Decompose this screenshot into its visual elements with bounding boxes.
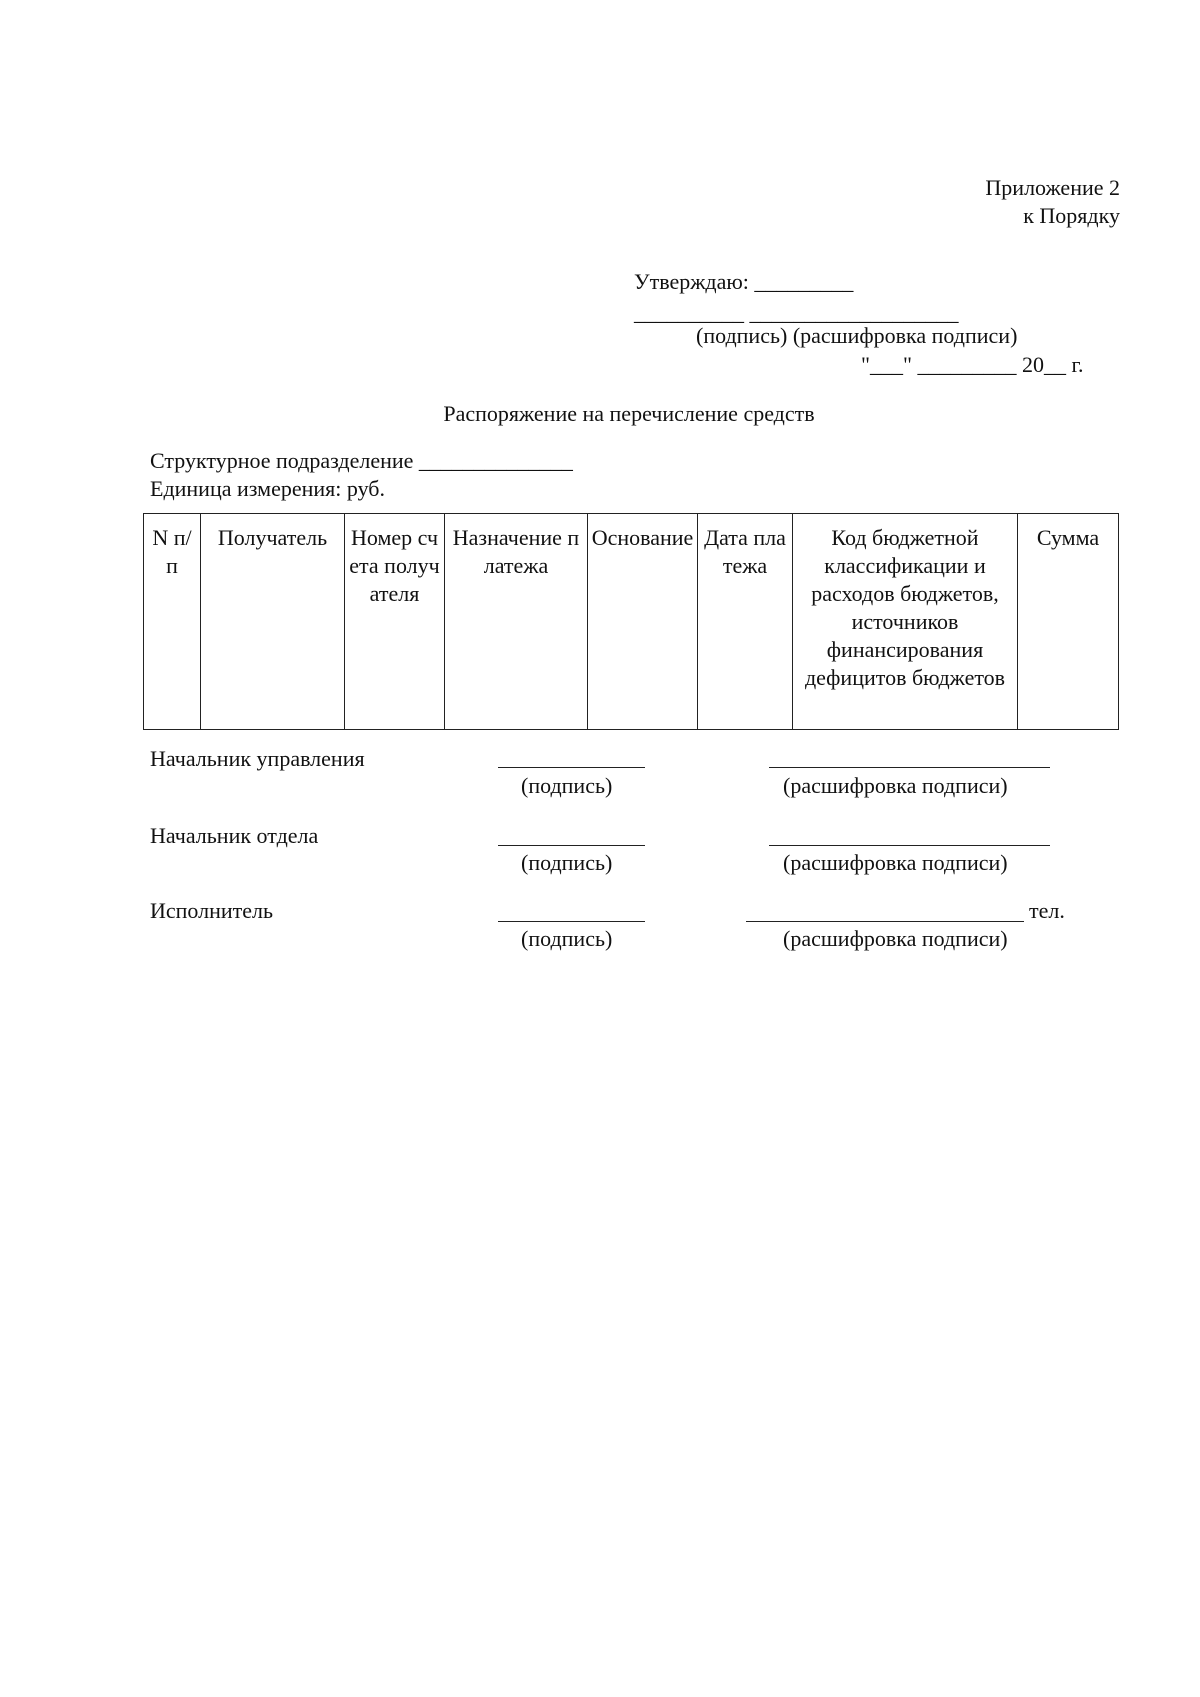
division-field: Структурное подразделение ______________ <box>150 448 573 473</box>
appendix-note <box>985 174 1120 230</box>
signature-line <box>498 845 645 846</box>
signatory-executor: Исполнитель <box>150 898 274 923</box>
payment-table <box>143 513 1119 730</box>
signature-caption: (подпись) <box>521 850 613 875</box>
table-header-row <box>144 514 1119 730</box>
signature-line <box>498 767 645 768</box>
unit-of-measure: Единица измерения: руб. <box>150 476 385 501</box>
approval-date: "___" _________ 20__ г. <box>861 352 1084 377</box>
document-title: Распоряжение на перечисление средств <box>443 401 815 426</box>
col-recipient: Получатель <box>201 514 345 730</box>
col-payment-purpose: Назначение платежа <box>445 514 588 730</box>
col-basis: Основание <box>588 514 698 730</box>
signatory-head-of-department: Начальник управления <box>150 746 365 771</box>
signatory-head-of-division: Начальник отдела <box>150 823 319 848</box>
decode-caption: (расшифровка подписи) <box>783 926 1008 951</box>
col-payment-date: Дата платежа <box>698 514 793 730</box>
col-number: N п/п <box>144 514 201 730</box>
phone-label: тел. <box>1029 898 1065 923</box>
decode-line <box>769 767 1050 768</box>
decode-caption: (расшифровка подписи) <box>783 773 1008 798</box>
signature-line <box>498 921 645 922</box>
appendix-line-2: к Порядку <box>1023 203 1120 228</box>
approval-label: Утверждаю: _________ <box>634 269 854 294</box>
decode-line <box>769 845 1050 846</box>
decode-line <box>746 921 1024 922</box>
col-amount: Сумма <box>1018 514 1119 730</box>
decode-caption: (расшифровка подписи) <box>783 850 1008 875</box>
col-budget-code: Код бюджетной классификации и расходов бюджетов, источников финансирования дефицитов бюджетов <box>793 514 1018 730</box>
signature-caption: (подпись) <box>521 926 613 951</box>
col-account-number: Номер счета получателя <box>345 514 445 730</box>
approval-signature-lines: __________ ___________________ <box>634 300 959 325</box>
appendix-line-1: Приложение 2 <box>985 175 1120 200</box>
approval-captions: (подпись) (расшифровка подписи) <box>696 323 1018 348</box>
signature-caption: (подпись) <box>521 773 613 798</box>
